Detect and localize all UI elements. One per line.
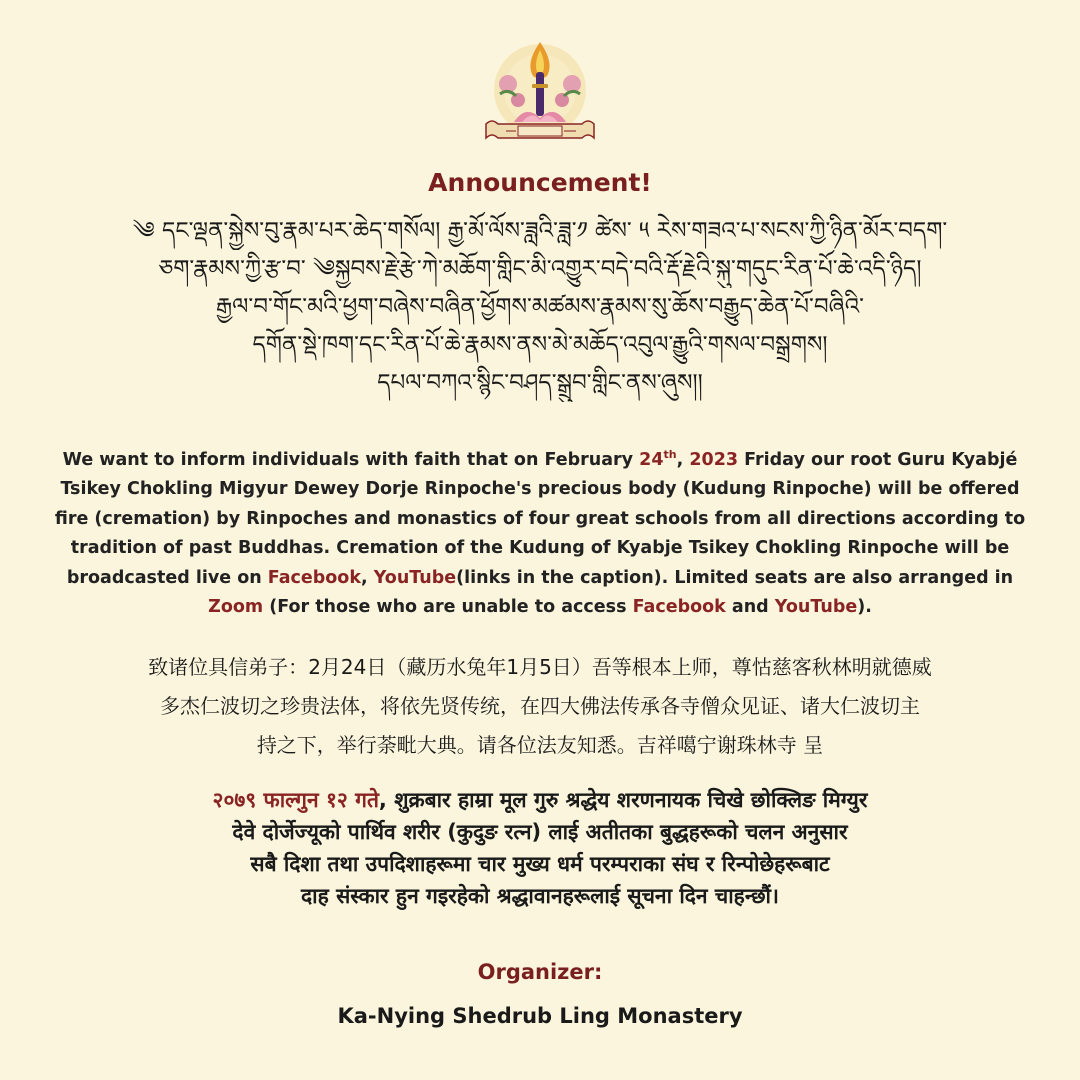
chinese-line: 多杰仁波切之珍贵法体，将依先贤传统，在四大佛法传承各寺僧众见证、诸大仁波切主 [160, 694, 920, 718]
facebook-link-text: Facebook [267, 567, 361, 588]
announcement-title: Announcement! [428, 168, 652, 197]
tibetan-line: རྒྱལ་བ་གོང་མའི་ཕྱག་བཞེས་བཞིན་ཕྱོགས་མཚམས་རྣམས་སུ་ཆོས་བརྒྱུད་ཆེན་པོ་བཞིའི་ [215, 294, 865, 320]
tibetan-line: དཔལ་བཀའ་སྙིང་བཤད་སྒྲུབ་གླིང་ནས་ཞུས།། [377, 370, 703, 396]
nepali-line: दाह संस्कार हुन गइरहेको श्रद्धावानहरूलाई सूचना दिन चाहन्छौं। [301, 884, 779, 908]
vajra-lotus-emblem-icon [478, 38, 602, 150]
youtube-link-text: YouTube [373, 567, 457, 588]
organizer-label: Organizer: [477, 960, 603, 984]
zoom-link-text: Zoom [208, 597, 264, 618]
date-year: 2023 [689, 449, 739, 470]
nepali-announcement [60, 784, 1020, 912]
youtube-link-text: YouTube [774, 597, 858, 618]
chinese-announcement [60, 648, 1020, 765]
chinese-line: 致诸位具信弟子：2月24日（藏历水兔年1月5日）吾等根本上师，尊怙慈客秋林明就德威 [148, 655, 932, 679]
vajra-shaft [536, 72, 544, 116]
tibetan-line: ཅག་རྣམས་ཀྱི་རྩ་བ་ ༄སྐྱབས་རྗེ་རྩེ་ཀེ་མཆོག་གླིང་མི་འགྱུར་བདེ་བའི་རྡོ་རྗེའི་སྐུ་གདུང་རིན་པོ་ཆེ་འདི་ཉིད། [158, 256, 922, 282]
english-announcement: We want to inform individuals with faith that on February 24th, 2023 Friday our root Guru Kyabjé Tsikey Chokling Migyur Dewey Dorje Rinpoche's precious body (Kudung Rinpoche) will be offered fire (cremation) by Rinpoches and monastics of four great schools from all directions according to tradition of past Buddhas. Cremation of the Kudung of Kyabje Tsikey Chokling Rinpoche will be broadcasted live on Facebook, YouTube(links in the caption). Limited seats are also arranged in Zoom (For those who are unable to access Facebook and YouTube). [54, 448, 1026, 618]
nepali-line: सबै दिशा तथा उपदिशाहरूमा चार मुख्य धर्म परम्पराका संघ र रिन्पोछेहरूबाट [250, 852, 830, 876]
date-day: 24th [639, 448, 677, 470]
facebook-link-text: Facebook [632, 597, 726, 618]
tibetan-line: དགོན་སྡེ་ཁག་དང་རིན་པོ་ཆེ་རྣམས་ནས་མེ་མཆོད་འབུལ་རྒྱུའི་གསལ་བསྒྲགས། [252, 332, 828, 358]
nepali-line: २०७९ फाल्गुन १२ गते, शुक्रबार हाम्रा मूल गुरु श्रद्धेय शरणनायक चिखे छोक्लिङ मिग्युर [212, 788, 868, 812]
tibetan-line: ༄ དང་ལྡན་སྐྱེས་བུ་རྣམ་པར་ཆེད་གསོལ། རྒྱ་མོ་ལོས་ཟླའི་ཟླ་༡ ཚེས་ ༥ རེས་གཟའ་པ་སངས་ཀྱི་ཉིན་མོར་བདག་ [132, 218, 948, 244]
nepali-date: २०७९ फाल्गुन १२ गते [212, 788, 379, 812]
tibetan-announcement [60, 212, 1020, 402]
nepali-line: देवे दोर्जेज्यूको पार्थिव शरीर (कुदुङ रत्न) लाई अतीतका बुद्धहरूको चलन अनुसार [232, 820, 848, 844]
chinese-line: 持之下，举行荼毗大典。请各位法友知悉。吉祥噶宁谢珠林寺 呈 [256, 733, 824, 757]
organizer-name: Ka-Nying Shedrub Ling Monastery [337, 1004, 743, 1028]
